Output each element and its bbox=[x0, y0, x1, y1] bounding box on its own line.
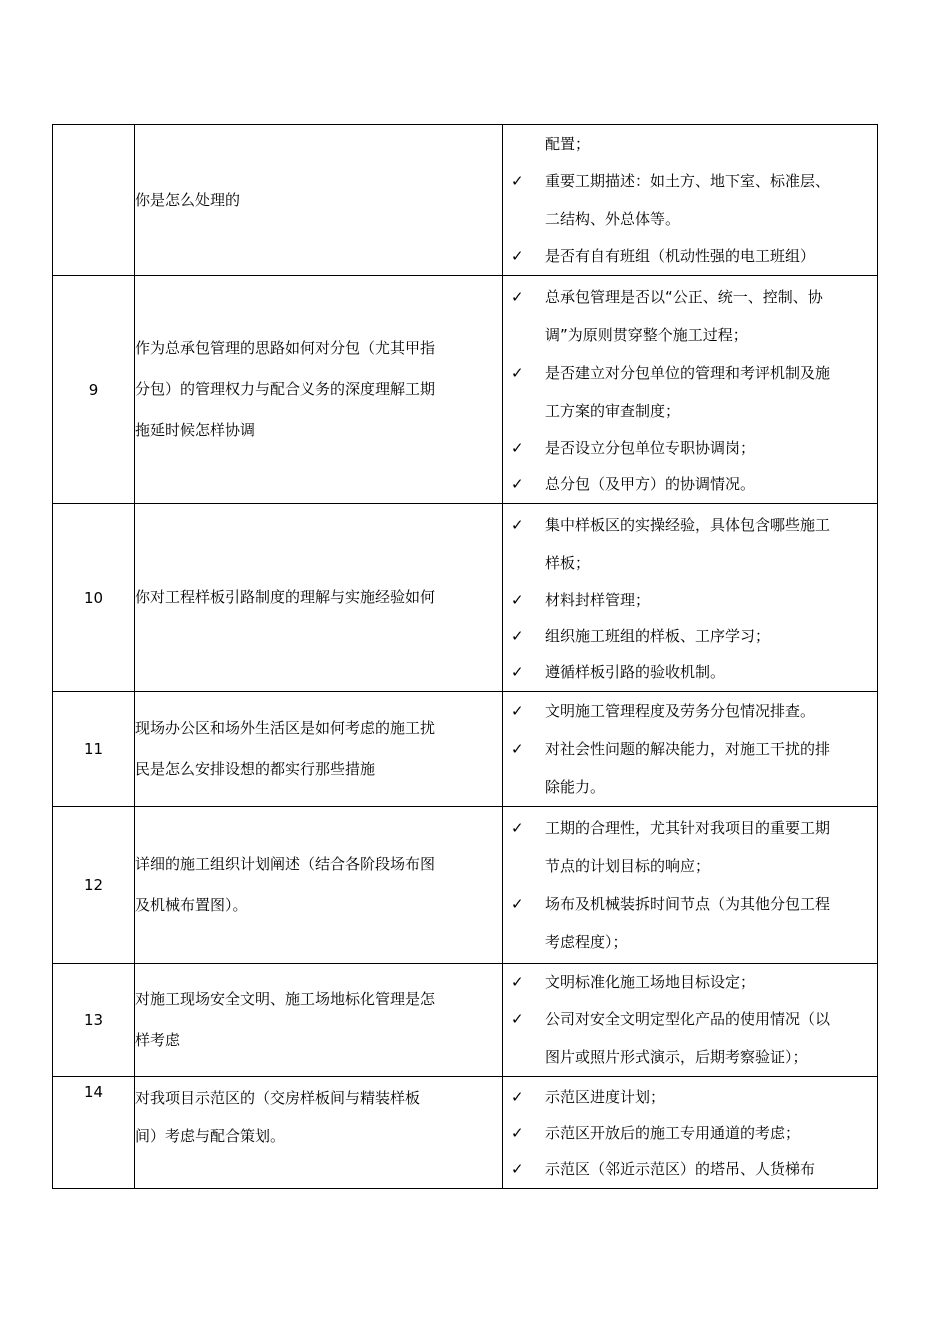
row-number: 9 bbox=[53, 276, 135, 504]
criteria-line: 示范区进度计划； bbox=[545, 1087, 666, 1106]
criteria-item bbox=[503, 506, 877, 582]
question-line: 拖延时候怎样协调 bbox=[135, 421, 256, 439]
criteria-cell bbox=[503, 807, 878, 964]
criteria-line: 文明标准化施工场地目标设定； bbox=[545, 973, 756, 991]
criteria-item bbox=[503, 582, 877, 618]
criteria-item bbox=[503, 354, 877, 430]
criteria-cell bbox=[503, 125, 878, 276]
question-line: 你是怎么处理的 bbox=[135, 190, 241, 209]
table-row bbox=[53, 964, 878, 1077]
criteria-line: 示范区（邻近示范区）的塔吊、人货梯布 bbox=[545, 1159, 816, 1178]
criteria-item bbox=[503, 238, 877, 275]
criteria-line: 文明施工管理程度及劳务分包情况排查。 bbox=[545, 701, 816, 720]
criteria-line: 工期的合理性，尤其针对我项目的重要工期 bbox=[545, 819, 831, 837]
question-line: 分包）的管理权力与配合义务的深度理解工期 bbox=[135, 380, 436, 398]
question-line: 及机械布置图）。 bbox=[135, 896, 248, 914]
criteria-item bbox=[503, 885, 877, 961]
check-mark-icon: ✓ bbox=[511, 363, 524, 382]
check-mark-icon: ✓ bbox=[511, 590, 524, 609]
check-mark-icon: ✓ bbox=[511, 287, 524, 306]
table-row bbox=[53, 504, 878, 692]
criteria-cell bbox=[503, 692, 878, 807]
question-cell bbox=[135, 125, 503, 276]
criteria-line: 图片或照片形式演示，后期考察验证）； bbox=[545, 1048, 808, 1066]
check-mark-icon: ✓ bbox=[511, 662, 524, 681]
criteria-item bbox=[503, 618, 877, 654]
criteria-line: 是否设立分包单位专职协调岗； bbox=[545, 438, 756, 457]
check-mark-icon: ✓ bbox=[511, 739, 524, 758]
row-number bbox=[53, 125, 135, 276]
table-row bbox=[53, 276, 878, 504]
question-cell bbox=[135, 504, 503, 692]
question-line: 你对工程样板引路制度的理解与实施经验如何 bbox=[135, 588, 436, 606]
check-mark-icon: ✓ bbox=[511, 895, 524, 913]
question-cell bbox=[135, 964, 503, 1077]
criteria-line: 配置； bbox=[545, 134, 591, 153]
check-mark-icon: ✓ bbox=[511, 246, 524, 265]
criteria-item bbox=[503, 126, 877, 162]
criteria-item bbox=[503, 809, 877, 885]
criteria-item bbox=[503, 693, 877, 730]
table-row bbox=[53, 1077, 878, 1189]
question-line: 现场办公区和场外生活区是如何考虑的施工扰 bbox=[135, 719, 436, 737]
check-mark-icon: ✓ bbox=[511, 438, 524, 457]
criteria-line: 对社会性问题的解决能力，对施工干扰的排 bbox=[545, 739, 831, 758]
criteria-line: 集中样板区的实操经验，具体包含哪些施工 bbox=[545, 515, 831, 534]
criteria-line: 公司对安全文明定型化产品的使用情况（以 bbox=[545, 1010, 831, 1028]
criteria-line: 总承包管理是否以“公正、统一、控制、协 bbox=[545, 287, 823, 306]
question-line: 对施工现场安全文明、施工场地标化管理是怎 bbox=[135, 990, 436, 1008]
check-mark-icon: ✓ bbox=[511, 474, 524, 493]
criteria-item bbox=[503, 730, 877, 806]
criteria-line: 节点的计划目标的响应； bbox=[545, 857, 711, 875]
criteria-item bbox=[503, 1000, 877, 1076]
question-line: 作为总承包管理的思路如何对分包（尤其甲指 bbox=[135, 339, 436, 357]
criteria-item bbox=[503, 964, 877, 1000]
row-number: 12 bbox=[53, 807, 135, 964]
question-line: 对我项目示范区的（交房样板间与精装样板 bbox=[135, 1089, 421, 1107]
question-cell bbox=[135, 1077, 503, 1189]
criteria-line: 除能力。 bbox=[545, 777, 606, 796]
criteria-cell bbox=[503, 276, 878, 504]
criteria-line: 重要工期描述：如土方、地下室、标准层、 bbox=[545, 171, 831, 190]
criteria-line: 材料封样管理； bbox=[545, 590, 651, 609]
check-mark-icon: ✓ bbox=[511, 1010, 524, 1028]
table-row bbox=[53, 807, 878, 964]
question-cell bbox=[135, 807, 503, 964]
question-line: 间）考虑与配合策划。 bbox=[135, 1127, 286, 1145]
question-line: 详细的施工组织计划阐述（结合各阶段场布图 bbox=[135, 855, 436, 873]
criteria-item bbox=[503, 1151, 877, 1187]
row-number: 10 bbox=[53, 504, 135, 692]
check-mark-icon: ✓ bbox=[511, 515, 524, 534]
criteria-item bbox=[503, 1115, 877, 1151]
check-mark-icon: ✓ bbox=[511, 819, 524, 837]
criteria-item bbox=[503, 162, 877, 238]
criteria-cell bbox=[503, 504, 878, 692]
check-mark-icon: ✓ bbox=[511, 171, 524, 190]
criteria-item bbox=[503, 654, 877, 690]
criteria-line: 是否建立对分包单位的管理和考评机制及施 bbox=[545, 363, 831, 382]
row-number: 11 bbox=[53, 692, 135, 807]
criteria-line: 调”为原则贯穿整个施工过程； bbox=[545, 325, 748, 344]
criteria-item bbox=[503, 278, 877, 354]
criteria-line: 遵循样板引路的验收机制。 bbox=[545, 662, 726, 681]
interview-criteria-table bbox=[52, 124, 878, 1189]
criteria-line: 示范区开放后的施工专用通道的考虑； bbox=[545, 1123, 801, 1142]
criteria-line: 组织施工班组的样板、工序学习； bbox=[545, 626, 771, 645]
table-row bbox=[53, 692, 878, 807]
criteria-line: 场布及机械装拆时间节点（为其他分包工程 bbox=[545, 895, 831, 913]
row-number: 13 bbox=[53, 964, 135, 1077]
check-mark-icon: ✓ bbox=[511, 973, 524, 991]
criteria-line: 工方案的审查制度； bbox=[545, 401, 681, 420]
check-mark-icon: ✓ bbox=[511, 1159, 524, 1178]
criteria-line: 总分包（及甲方）的协调情况。 bbox=[545, 474, 756, 493]
row-number: 14 bbox=[53, 1077, 135, 1189]
criteria-item bbox=[503, 430, 877, 466]
check-mark-icon: ✓ bbox=[511, 1123, 524, 1142]
check-mark-icon: ✓ bbox=[511, 626, 524, 645]
criteria-line: 样板； bbox=[545, 553, 591, 572]
check-mark-icon: ✓ bbox=[511, 701, 524, 720]
question-cell bbox=[135, 276, 503, 504]
criteria-cell bbox=[503, 964, 878, 1077]
check-mark-icon: ✓ bbox=[511, 1087, 524, 1106]
criteria-item bbox=[503, 1079, 877, 1115]
criteria-line: 考虑程度）； bbox=[545, 933, 628, 951]
criteria-line: 是否有自有班组（机动性强的电工班组） bbox=[545, 246, 816, 265]
question-line: 民是怎么安排设想的都实行那些措施 bbox=[135, 760, 376, 778]
criteria-item bbox=[503, 466, 877, 502]
criteria-line: 二结构、外总体等。 bbox=[545, 209, 681, 228]
question-cell bbox=[135, 692, 503, 807]
criteria-cell bbox=[503, 1077, 878, 1189]
question-line: 样考虑 bbox=[135, 1031, 181, 1049]
table-row bbox=[53, 125, 878, 276]
